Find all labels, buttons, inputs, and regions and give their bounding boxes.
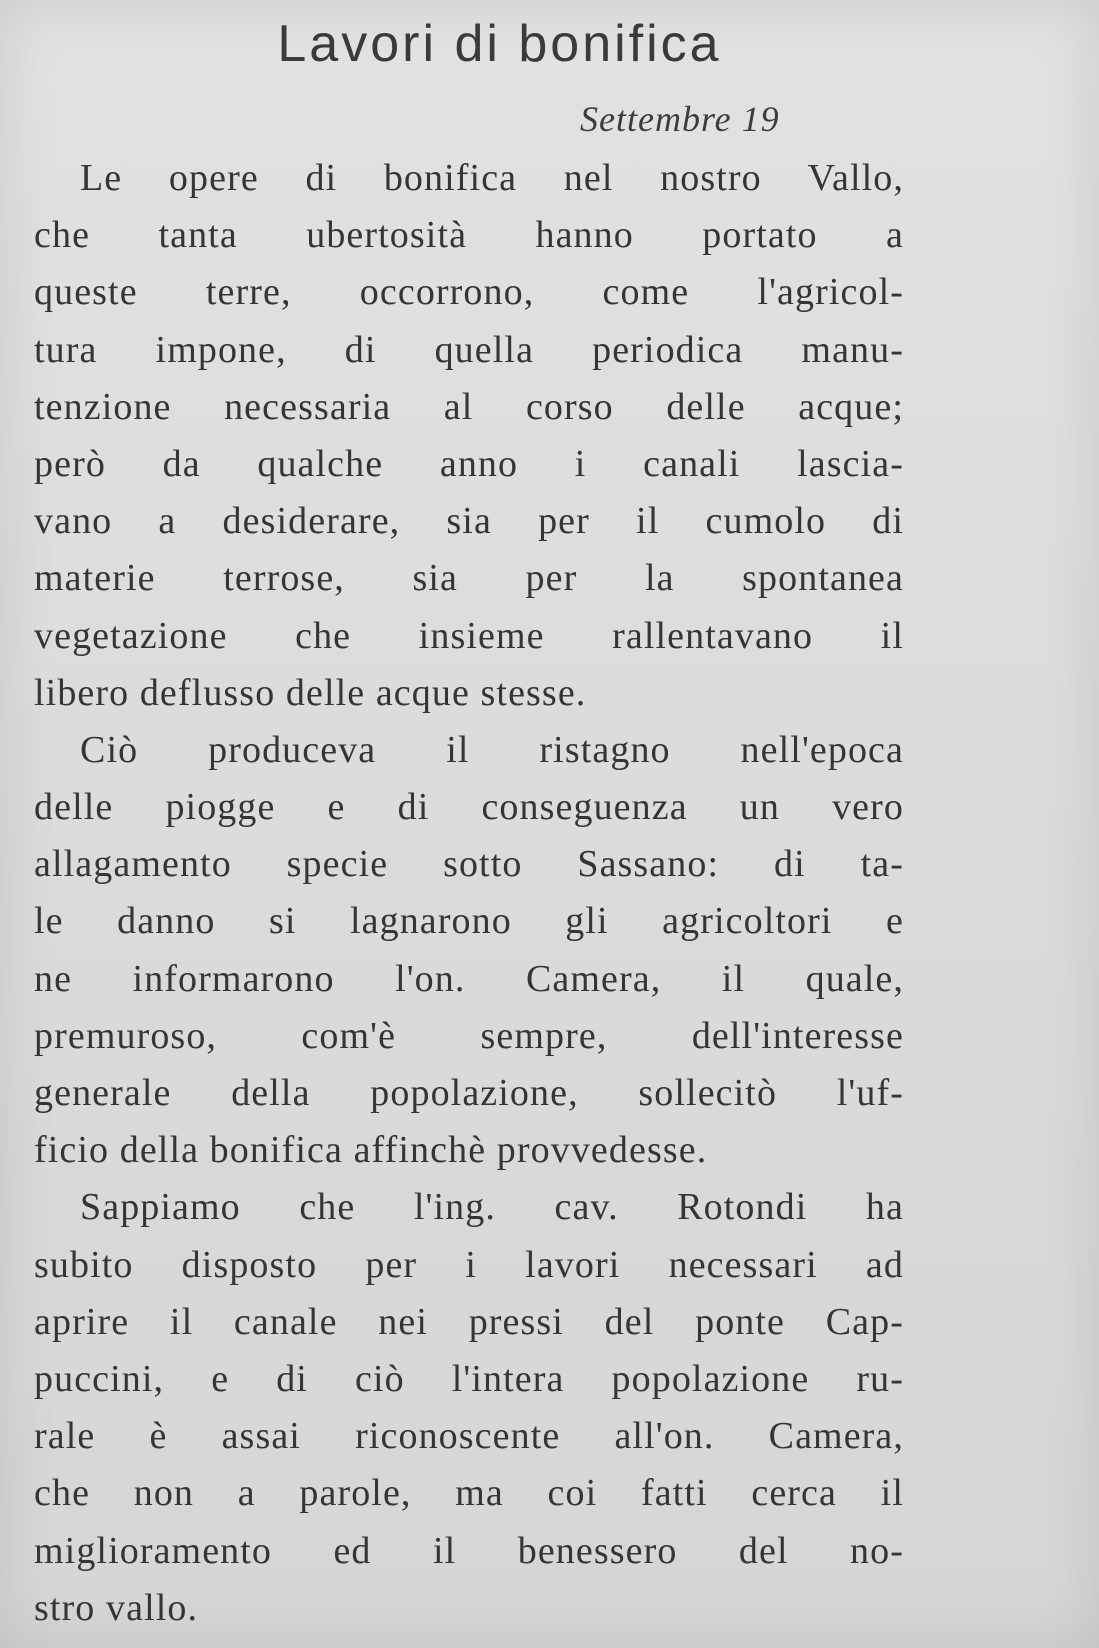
text-line: miglioramento ed il benessero del no- bbox=[34, 1529, 904, 1572]
text-line: premuroso, com'è sempre, dell'interesse bbox=[34, 1014, 904, 1057]
text-line: che tanta ubertosità hanno portato a bbox=[34, 214, 904, 257]
text-line: vano a desiderare, sia per il cumolo di bbox=[34, 500, 904, 543]
text-line: materie terrose, sia per la spontanea bbox=[34, 557, 904, 600]
text-line: allagamento specie sotto Sassano: di ta- bbox=[34, 843, 904, 886]
text-line: le danno si lagnarono gli agricoltori e bbox=[34, 900, 904, 943]
text-line: libero deflusso delle acque stesse. bbox=[34, 671, 587, 714]
paragraph-1 bbox=[34, 150, 904, 722]
text-line: ne informarono l'on. Camera, il quale, bbox=[34, 957, 904, 1000]
text-line: Sappiamo che l'ing. cav. Rotondi ha bbox=[80, 1186, 904, 1229]
text-line: però da qualche anno i canali lascia- bbox=[34, 442, 904, 485]
article-body bbox=[34, 150, 904, 1637]
text-line: rale è assai riconoscente all'on. Camera, bbox=[34, 1415, 904, 1458]
paragraph-3 bbox=[34, 1179, 904, 1637]
article-title: Lavori di bonifica bbox=[277, 15, 722, 73]
text-line: tenzione necessaria al corso delle acque; bbox=[34, 385, 904, 428]
text-line: che non a parole, ma coi fatti cerca il bbox=[34, 1472, 904, 1515]
text-line: delle piogge e di conseguenza un vero bbox=[34, 786, 904, 829]
text-line: ficio della bonifica affinchè provvedesse. bbox=[34, 1129, 708, 1172]
text-line: puccini, e di ciò l'intera popolazione ru- bbox=[34, 1357, 904, 1400]
text-line: stro vallo. bbox=[34, 1586, 199, 1629]
text-line: vegetazione che insieme rallentavano il bbox=[34, 614, 904, 657]
paragraph-2 bbox=[34, 722, 904, 1180]
text-line: Ciò produceva il ristagno nell'epoca bbox=[80, 728, 904, 771]
text-line: queste terre, occorrono, come l'agricol- bbox=[34, 271, 904, 314]
article-date: Settembre 19 bbox=[580, 99, 780, 139]
text-line: Le opere di bonifica nel nostro Vallo, bbox=[80, 157, 904, 199]
text-line: aprire il canale nei pressi del ponte Cap- bbox=[34, 1300, 904, 1343]
text-line: tura impone, di quella periodica manu- bbox=[34, 328, 904, 371]
text-line: subito disposto per i lavori necessari ad bbox=[34, 1243, 904, 1286]
text-line: generale della popolazione, sollecitò l'uf- bbox=[34, 1072, 904, 1114]
